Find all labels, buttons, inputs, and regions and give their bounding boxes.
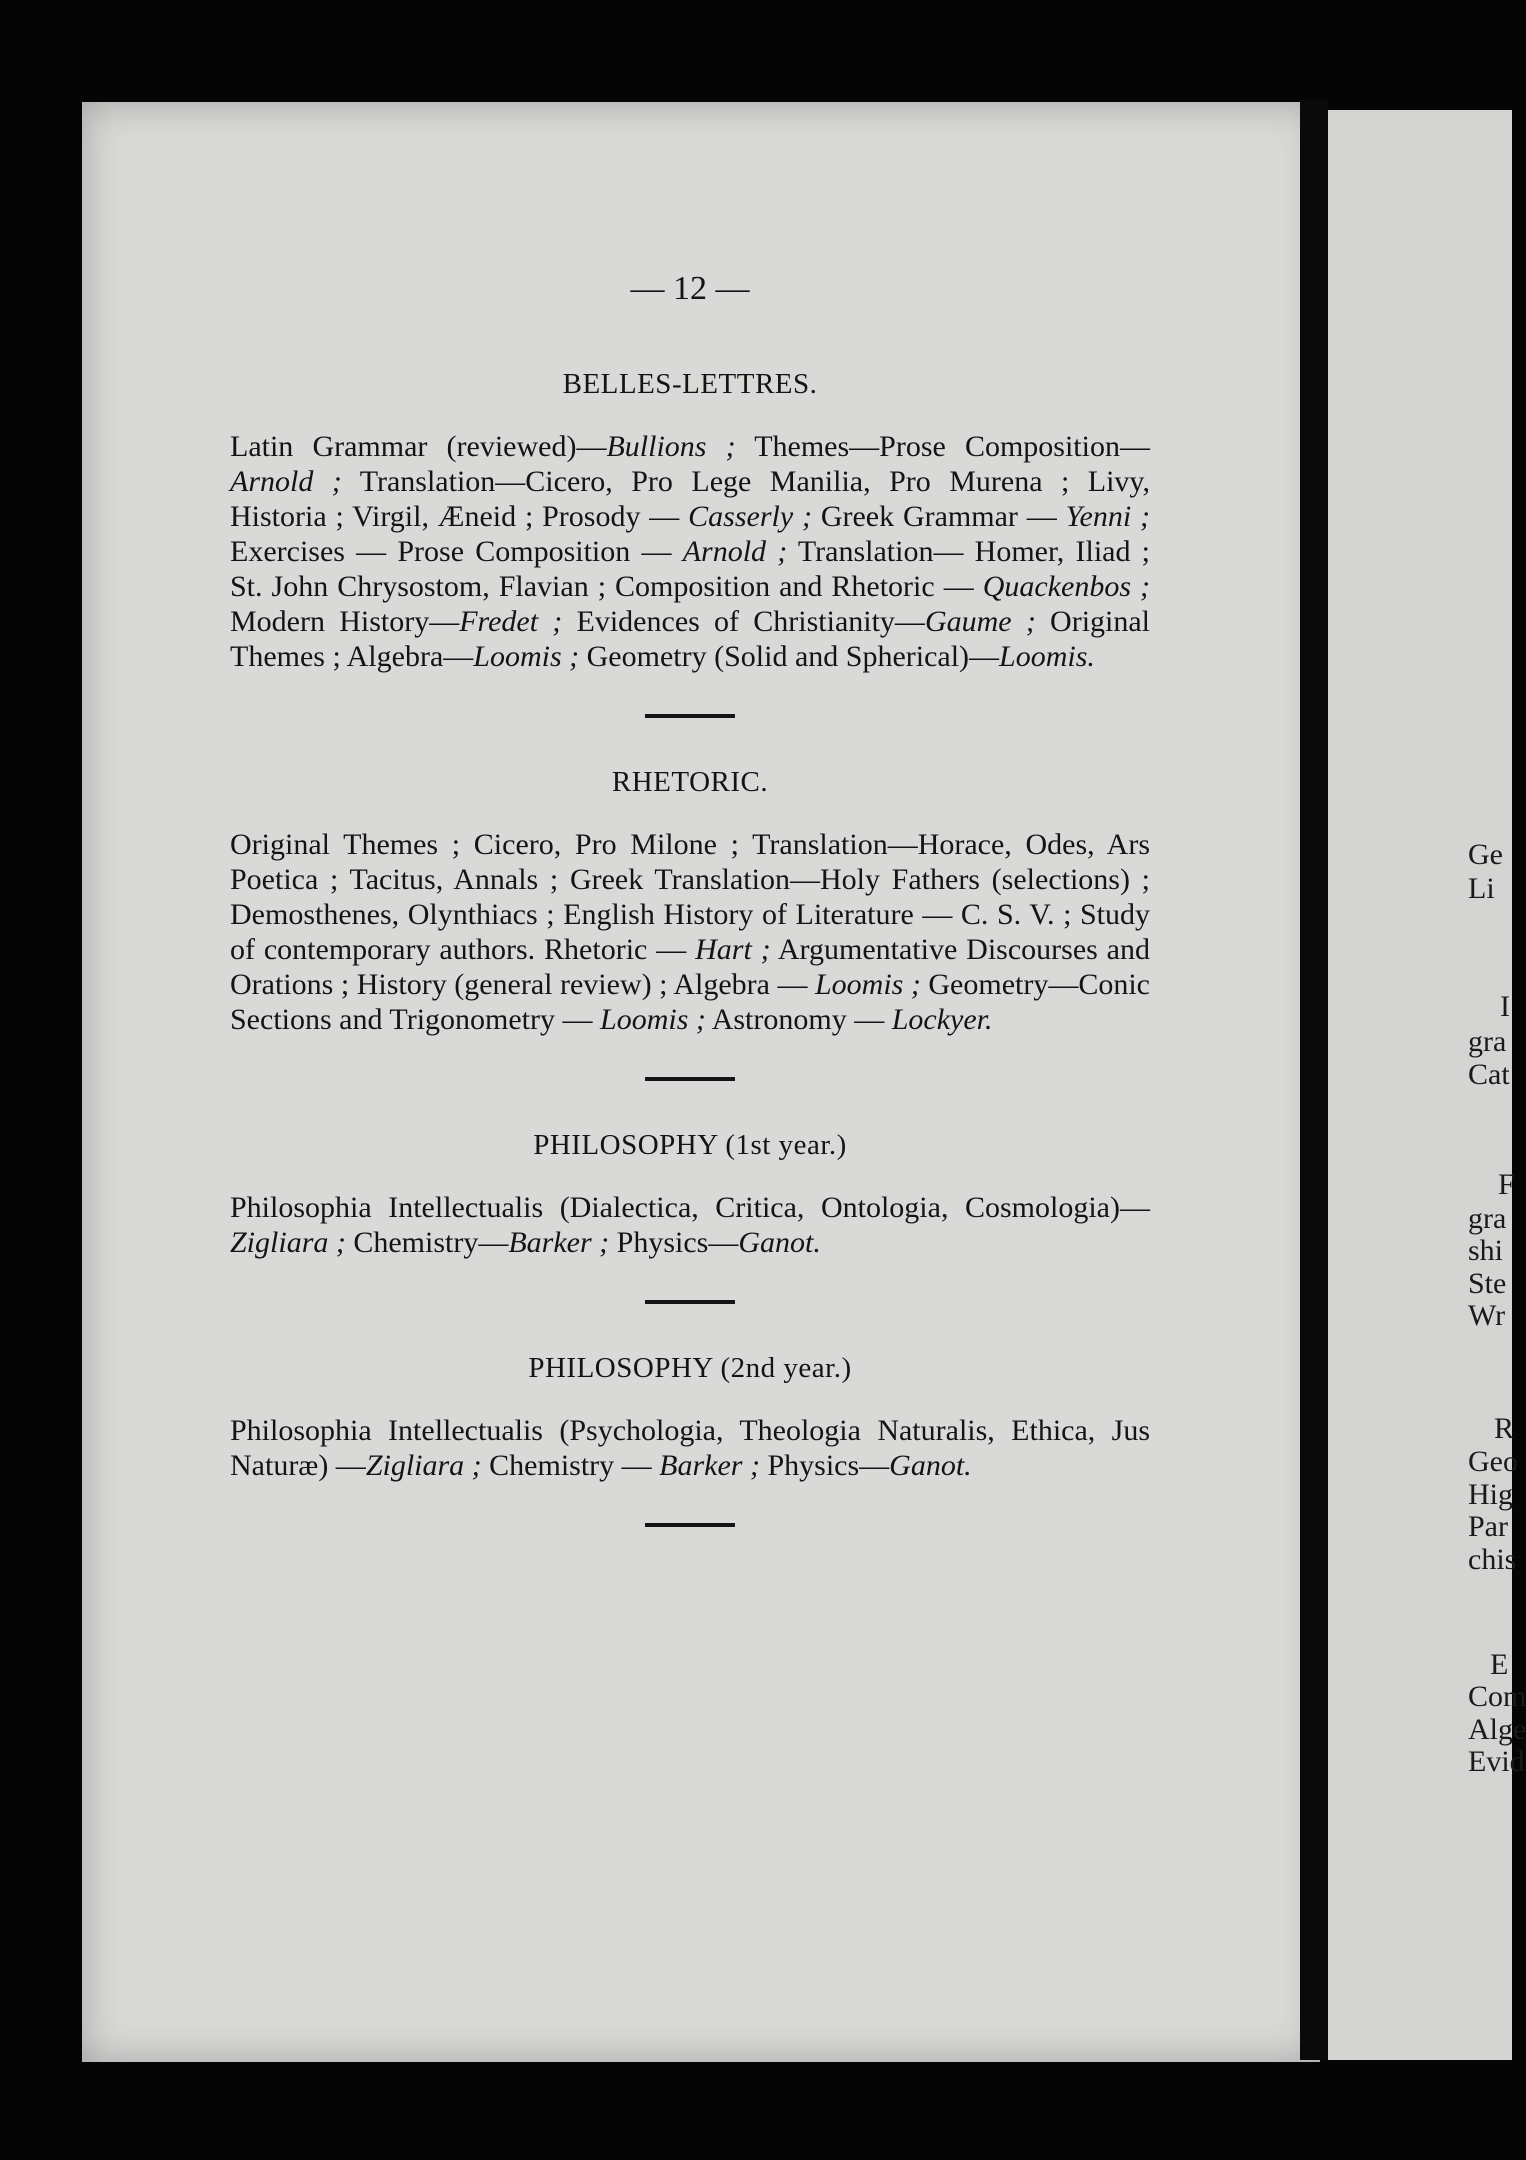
author-reference: Gaume ;: [924, 605, 1036, 638]
facing-fragment: Geo: [1468, 1445, 1518, 1478]
course-text: Original Themes ; Algebra—: [230, 605, 1151, 673]
course-text: Chemistry—: [345, 1226, 509, 1259]
author-reference: Casserly ;: [688, 500, 812, 533]
author-reference: Loomis ;: [814, 968, 921, 1001]
facing-fragment: Ste: [1468, 1267, 1507, 1300]
section-divider: [645, 1300, 735, 1304]
author-reference: Zigliara ;: [230, 1226, 346, 1259]
facing-fragment: shi: [1468, 1234, 1504, 1267]
section-body-philosophy-2: [230, 1413, 1150, 1483]
author-reference: Bullions ;: [606, 430, 736, 463]
course-text: Physics—: [609, 1226, 739, 1259]
course-text: Philosophia Intellectualis (Dialectica, Critica, Ontologia, Cosmologia)—: [230, 1191, 1150, 1224]
course-text: Original Themes ; Cicero, Pro Milone ; Translation—Horace, Odes, Ars Poetica ; Tacitus, Annals ; Greek Translation—Holy Fathers (selections) ; Demosthenes, Olynthiacs ; English History of Literature — C. S. V. ; Study of contemporary authors. Rhetoric —: [230, 828, 1150, 966]
author-reference: Loomis ;: [600, 1003, 706, 1036]
author-reference: Ganot.: [738, 1226, 821, 1259]
author-reference: Zigliara ;: [365, 1449, 482, 1482]
facing-fragment: Par: [1468, 1510, 1508, 1543]
facing-fragment: F: [1498, 1168, 1515, 1201]
course-text: Modern History—: [230, 605, 460, 638]
author-reference: Barker ;: [659, 1449, 760, 1482]
author-reference: Arnold ;: [682, 535, 788, 568]
section-divider: [645, 714, 735, 718]
course-text: Geometry—Conic Sections and Trigonometry —: [230, 968, 1150, 1036]
author-reference: Arnold ;: [230, 465, 342, 498]
facing-fragment: Hig: [1468, 1478, 1513, 1511]
section-body-belles-lettres: [230, 429, 1150, 674]
author-reference: Yenni ;: [1065, 500, 1151, 533]
facing-fragment: R: [1494, 1412, 1515, 1445]
author-reference: Quackenbos ;: [982, 570, 1150, 603]
course-text: Evidences of Christianity—: [562, 605, 925, 638]
section-divider: [645, 1523, 735, 1527]
facing-fragment: Alge: [1468, 1713, 1526, 1746]
author-reference: Hart ;: [695, 933, 771, 966]
course-text: Philosophia Intellectualis (Psychologia, Theologia Naturalis, Ethica, Jus Naturæ) —: [230, 1414, 1150, 1482]
section-title-rhetoric: RHETORIC.: [611, 766, 769, 798]
facing-fragment: chis: [1468, 1543, 1517, 1576]
section-body-rhetoric: [230, 827, 1150, 1037]
facing-fragment: I: [1500, 990, 1510, 1023]
page-number: — 12 —: [630, 270, 750, 307]
author-reference: Fredet ;: [459, 605, 563, 638]
section-body-philosophy-1: [230, 1190, 1150, 1260]
facing-fragment: gra: [1468, 1025, 1507, 1058]
author-reference: Lockyer.: [891, 1003, 993, 1036]
course-text: Greek Grammar —: [812, 500, 1066, 533]
author-reference: Barker ;: [508, 1226, 610, 1259]
course-text: Latin Grammar (reviewed)—: [230, 430, 607, 463]
course-text: Translation—Cicero, Pro Lege Manilia, Pro Murena ; Livy, Historia ; Virgil, Æneid ; Prosody —: [230, 465, 1150, 533]
section-title-philosophy-2: PHILOSOPHY (2nd year.): [528, 1352, 852, 1384]
facing-fragment: Wr: [1468, 1299, 1506, 1332]
course-text: Exercises — Prose Composition —: [230, 535, 683, 568]
course-text: Chemistry —: [481, 1449, 660, 1482]
facing-fragment: Cat: [1468, 1058, 1510, 1091]
facing-fragment: Com: [1468, 1680, 1526, 1713]
author-reference: Loomis.: [999, 640, 1095, 673]
course-text: Geometry (Solid and Spherical)—: [579, 640, 1000, 673]
facing-fragment: E: [1490, 1648, 1509, 1681]
page-content: [230, 270, 1150, 1575]
facing-fragment: gra: [1468, 1202, 1507, 1235]
course-text: Physics—: [759, 1449, 890, 1482]
course-text: Astronomy —: [705, 1003, 892, 1036]
author-reference: Loomis ;: [473, 640, 580, 673]
section-title-belles-lettres: BELLES-LETTRES.: [562, 368, 818, 400]
book-gutter: [1300, 100, 1328, 2060]
course-text: Argumentative Discourses and Orations ; History (general review) ; Algebra —: [230, 933, 1150, 1001]
section-divider: [645, 1077, 735, 1081]
course-text: Translation— Homer, Iliad ; St. John Chrysostom, Flavian ; Composition and Rhetoric —: [230, 535, 1151, 603]
author-reference: Ganot.: [889, 1449, 972, 1482]
facing-fragment: Ge: [1468, 838, 1503, 871]
section-title-philosophy-1: PHILOSOPHY (1st year.): [533, 1129, 847, 1161]
facing-fragment: Li: [1468, 872, 1495, 905]
course-text: Themes—Prose Composition—: [735, 430, 1150, 463]
facing-fragment: Evid: [1468, 1745, 1525, 1778]
